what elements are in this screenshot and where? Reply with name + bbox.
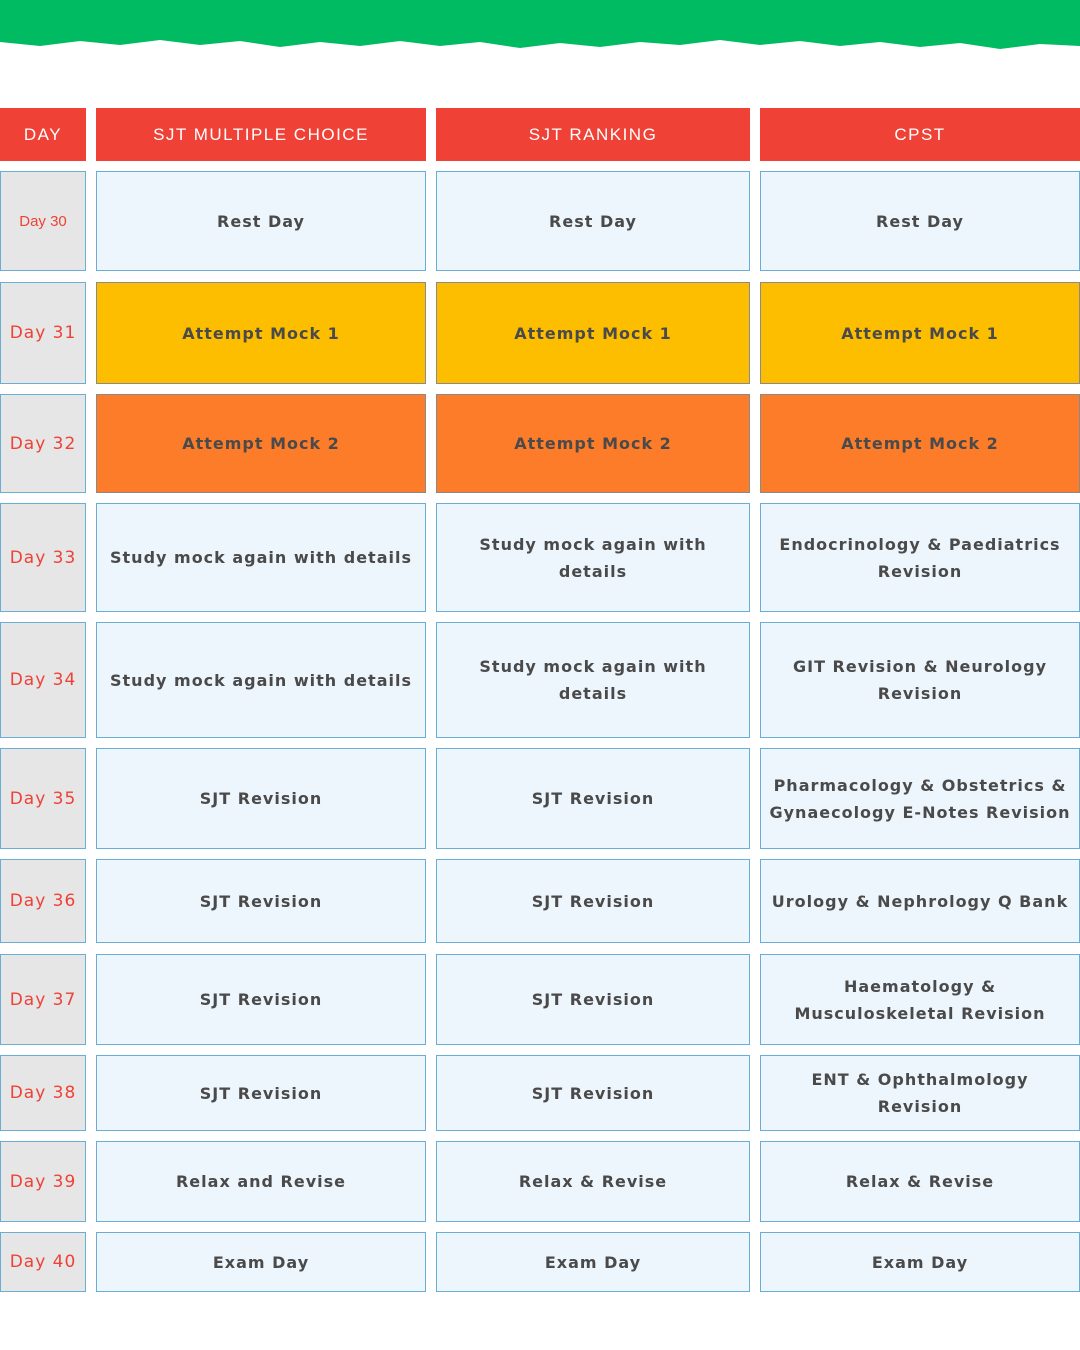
task-cell-ranking: Exam Day [436, 1232, 750, 1292]
task-cell-ranking: Study mock again with details [436, 503, 750, 612]
task-cell-mc: SJT Revision [96, 954, 426, 1045]
task-cell-mc: SJT Revision [96, 1055, 426, 1131]
header-cpst: CPST [760, 108, 1080, 161]
task-cell-ranking: Study mock again with details [436, 622, 750, 738]
task-cell-cpst: Endocrinology & Paediatrics Revision [760, 503, 1080, 612]
task-cell-ranking: Rest Day [436, 171, 750, 271]
task-cell-ranking: SJT Revision [436, 1055, 750, 1131]
task-cell-cpst: Relax & Revise [760, 1141, 1080, 1222]
task-cell-mc: Attempt Mock 1 [96, 282, 426, 384]
task-cell-mc: Relax and Revise [96, 1141, 426, 1222]
task-cell-mc: SJT Revision [96, 859, 426, 943]
day-label: Day 32 [0, 394, 86, 493]
day-label: Day 33 [0, 503, 86, 612]
task-cell-ranking: Attempt Mock 2 [436, 394, 750, 493]
task-cell-mc: Rest Day [96, 171, 426, 271]
day-label: Day 34 [0, 622, 86, 738]
header-sjt-ranking: SJT RANKING [436, 108, 750, 161]
header-sjt-multiple-choice: SJT MULTIPLE CHOICE [96, 108, 426, 161]
task-cell-cpst: GIT Revision & Neurology Revision [760, 622, 1080, 738]
torn-paper-banner [0, 0, 1080, 60]
day-label: Day 38 [0, 1055, 86, 1131]
task-cell-cpst: Exam Day [760, 1232, 1080, 1292]
task-cell-cpst: ENT & Ophthalmology Revision [760, 1055, 1080, 1131]
day-label: Day 31 [0, 282, 86, 384]
task-cell-ranking: SJT Revision [436, 954, 750, 1045]
task-cell-mc: SJT Revision [96, 748, 426, 849]
task-cell-cpst: Rest Day [760, 171, 1080, 271]
day-label: Day 40 [0, 1232, 86, 1292]
task-cell-cpst: Pharmacology & Obstetrics & Gynaecology E-Notes Revision [760, 748, 1080, 849]
task-cell-cpst: Attempt Mock 2 [760, 394, 1080, 493]
task-cell-mc: Study mock again with details [96, 622, 426, 738]
day-label: Day 36 [0, 859, 86, 943]
day-label: Day 30 [0, 171, 86, 271]
task-cell-mc: Exam Day [96, 1232, 426, 1292]
task-cell-cpst: Urology & Nephrology Q Bank [760, 859, 1080, 943]
day-label: Day 39 [0, 1141, 86, 1222]
header-day: DAY [0, 108, 86, 161]
task-cell-mc: Study mock again with details [96, 503, 426, 612]
task-cell-ranking: Relax & Revise [436, 1141, 750, 1222]
day-label: Day 37 [0, 954, 86, 1045]
task-cell-cpst: Haematology & Musculoskeletal Revision [760, 954, 1080, 1045]
task-cell-ranking: SJT Revision [436, 748, 750, 849]
task-cell-mc: Attempt Mock 2 [96, 394, 426, 493]
task-cell-cpst: Attempt Mock 1 [760, 282, 1080, 384]
task-cell-ranking: SJT Revision [436, 859, 750, 943]
task-cell-ranking: Attempt Mock 1 [436, 282, 750, 384]
day-label: Day 35 [0, 748, 86, 849]
